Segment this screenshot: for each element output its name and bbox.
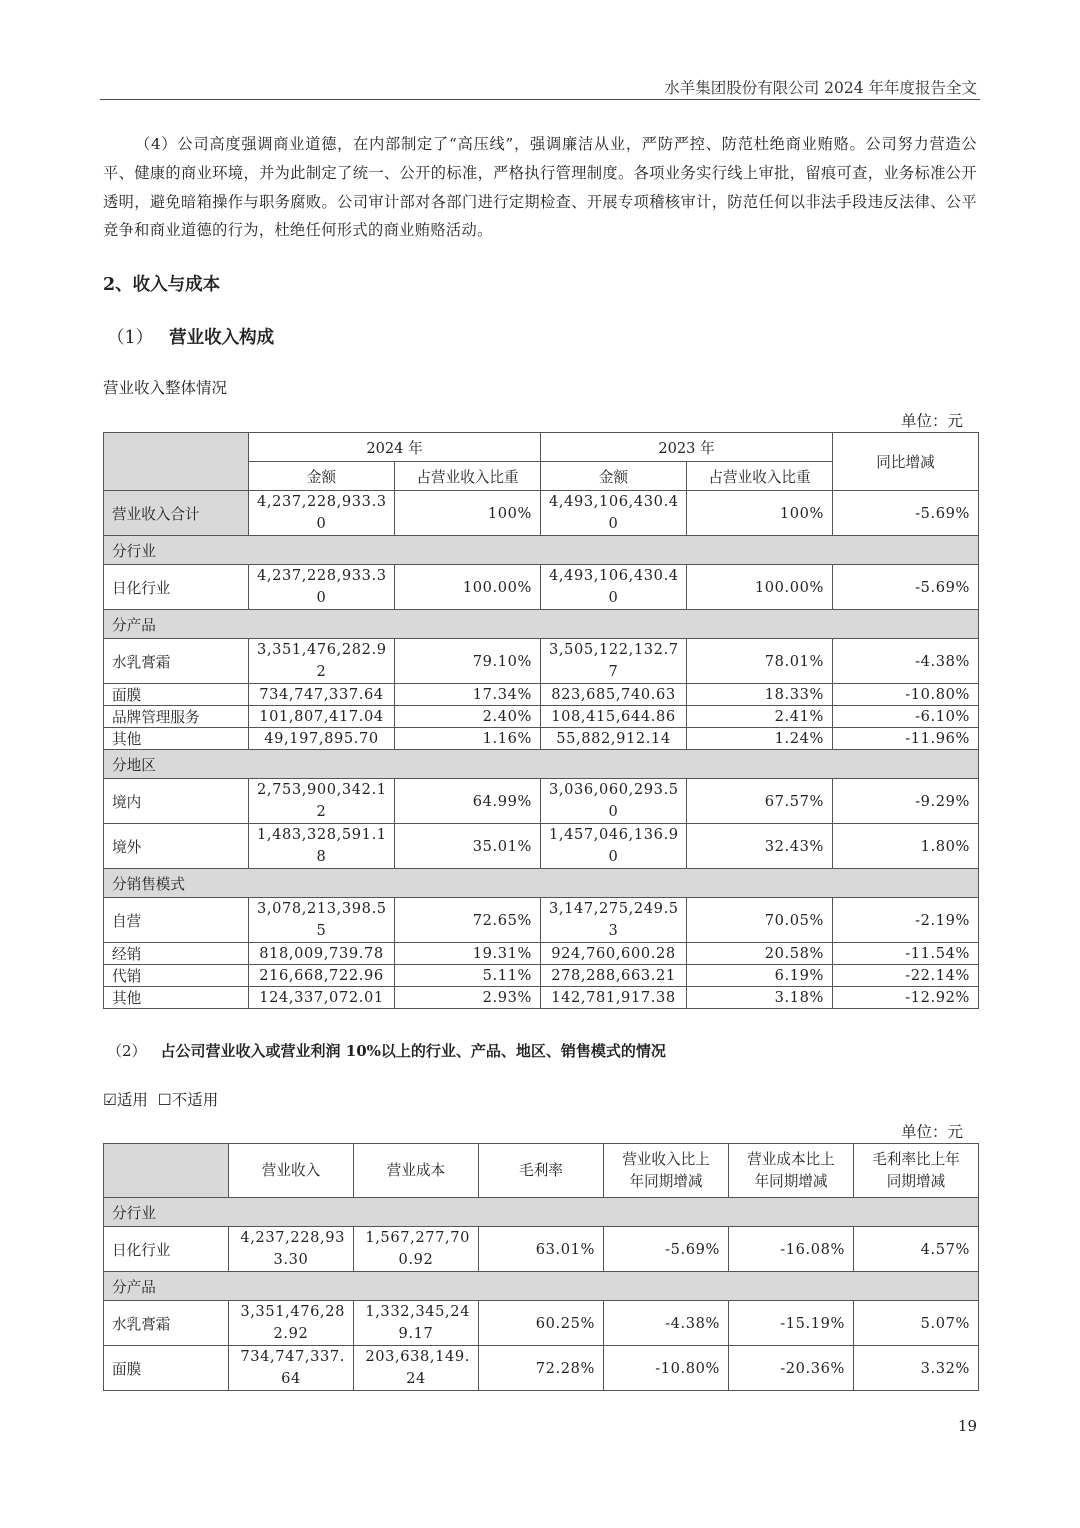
- table1-row-name: 其他: [104, 987, 249, 1009]
- table2-revenue-line1: 734,747,337.: [240, 1348, 345, 1365]
- table1-section-label: 分产品: [104, 610, 979, 639]
- table1-section-row: [104, 536, 979, 565]
- table1-ratio-2023: 70.05%: [687, 898, 833, 943]
- table2-revenue: [229, 1227, 354, 1272]
- table2-row: [104, 1301, 979, 1346]
- table1-section-label: 分销售模式: [104, 869, 979, 898]
- table2-revenue-yoy: -5.69%: [604, 1227, 729, 1272]
- table1-amount-2024: [249, 565, 395, 610]
- table1-row-name: 其他: [104, 728, 249, 750]
- table2-cost-line2: 9.17: [398, 1325, 434, 1342]
- table1-ratio-2023: 3.18%: [687, 987, 833, 1009]
- table1-amount-2024: [249, 491, 395, 536]
- table1-ratio-2023: 100.00%: [687, 565, 833, 610]
- table1-amount-2023-line1: 3,147,275,249.5: [549, 900, 679, 917]
- table1-amount-2024-line2: 0: [316, 515, 327, 532]
- table1-row: [104, 684, 979, 706]
- table2-revenue-line2: 64: [281, 1370, 301, 1387]
- table1-ratio-2023: 2.41%: [687, 706, 833, 728]
- table1-row: [104, 706, 979, 728]
- table2-section-row: [104, 1198, 979, 1227]
- subsection-label-2: 占公司营业收入或营业利润 10%以上的行业、产品、地区、销售模式的情况: [160, 1042, 666, 1060]
- table1-ratio-2024: 79.10%: [395, 639, 541, 684]
- table2-cost-line2: 0.92: [398, 1251, 434, 1268]
- table1-amount-2023-line2: 3: [608, 922, 619, 939]
- table1-amount-2024: 818,009,739.78: [249, 943, 395, 965]
- table1-ratio-2023: 67.57%: [687, 779, 833, 824]
- table1-ratio-2024: 2.40%: [395, 706, 541, 728]
- table2-row-name: 面膜: [104, 1346, 229, 1391]
- table2-cost: [354, 1227, 479, 1272]
- table1-row: [104, 987, 979, 1009]
- table1-yoy: 1.80%: [833, 824, 979, 869]
- table1-row-name: 水乳膏霜: [104, 639, 249, 684]
- table1-yoy-header: 同比增减: [833, 433, 979, 491]
- table1-amount-2024-line2: 0: [316, 589, 327, 606]
- table1-amount-2023: 823,685,740.63: [541, 684, 687, 706]
- table2-gross-margin-yoy: 4.57%: [854, 1227, 979, 1272]
- table1-ratio-2024: 100%: [395, 491, 541, 536]
- table1-amount-2023: [541, 565, 687, 610]
- table2-header-cost: 营业成本: [354, 1144, 479, 1198]
- table1-amount-2023: [541, 639, 687, 684]
- table1-amount-2023-line2: 0: [608, 803, 619, 820]
- table1-ratio-2023: 100%: [687, 491, 833, 536]
- table2-revenue-yoy: -4.38%: [604, 1301, 729, 1346]
- table1-amount-2023: [541, 491, 687, 536]
- table1-amount-2024-line1: 3,351,476,282.9: [257, 641, 387, 658]
- table2-cost-line2: 24: [406, 1370, 426, 1387]
- table1-ratio-2024: 35.01%: [395, 824, 541, 869]
- table2-header-revenue-yoy: 营业收入比上年同期增减: [604, 1144, 729, 1198]
- table2-gross-margin-yoy: 5.07%: [854, 1301, 979, 1346]
- table1-section-row: [104, 750, 979, 779]
- table2-cost-yoy: -20.36%: [729, 1346, 854, 1391]
- subsection-title-1: [103, 324, 274, 349]
- table1-amount-2024: 49,197,895.70: [249, 728, 395, 750]
- table1-row: [104, 491, 979, 536]
- table2-gross-margin: 72.28%: [479, 1346, 604, 1391]
- table2-revenue-line2: 2.92: [273, 1325, 309, 1342]
- table2-section-row: [104, 1272, 979, 1301]
- table1-section-row: [104, 610, 979, 639]
- table1-yoy: -11.96%: [833, 728, 979, 750]
- table1-year-2024: 2024 年: [249, 433, 541, 462]
- table1-amount-2023-line2: 7: [608, 663, 619, 680]
- table1-corner-cell: [104, 433, 249, 491]
- table2-revenue: [229, 1346, 354, 1391]
- table1-yoy: -5.69%: [833, 491, 979, 536]
- table1-ratio-2023-header: 占营业收入比重: [687, 462, 833, 491]
- table1-yoy: -6.10%: [833, 706, 979, 728]
- table1-ratio-2023: 6.19%: [687, 965, 833, 987]
- table1-year-2023: 2023 年: [541, 433, 833, 462]
- table2-section-label: 分行业: [104, 1198, 979, 1227]
- table1-amount-2024-header: 金额: [249, 462, 395, 491]
- table1-amount-2023-line1: 4,493,106,430.4: [549, 493, 679, 510]
- table1-amount-2024-line1: 4,237,228,933.3: [257, 567, 387, 584]
- table2-revenue: [229, 1301, 354, 1346]
- table1-amount-2023-line1: 3,036,060,293.5: [549, 781, 679, 798]
- table1-row-name: 面膜: [104, 684, 249, 706]
- table1-amount-2024-line2: 8: [316, 848, 327, 865]
- table2-cost: [354, 1301, 479, 1346]
- table1-ratio-2023: 78.01%: [687, 639, 833, 684]
- subsection-number-2: （2）: [107, 1042, 147, 1060]
- table1-ratio-2023: 1.24%: [687, 728, 833, 750]
- table2-section-label: 分产品: [104, 1272, 979, 1301]
- subsection-number-1: （1）: [107, 328, 154, 348]
- table1-ratio-2023: 18.33%: [687, 684, 833, 706]
- table1-amount-2024-line1: 4,237,228,933.3: [257, 493, 387, 510]
- not-applicable-label: 不适用: [171, 1091, 219, 1109]
- table2-gross-margin: 60.25%: [479, 1301, 604, 1346]
- major-segments-table: [103, 1143, 979, 1391]
- table1-amount-2024-line2: 2: [316, 663, 327, 680]
- table1-amount-2023: 278,288,663.21: [541, 965, 687, 987]
- table1-amount-2023: [541, 779, 687, 824]
- table2-gross-margin-yoy: 3.32%: [854, 1346, 979, 1391]
- table1-section-label: 分行业: [104, 536, 979, 565]
- table1-amount-2024: [249, 779, 395, 824]
- table2-revenue-yoy: -10.80%: [604, 1346, 729, 1391]
- table2-revenue-line1: 3,351,476,28: [240, 1303, 345, 1320]
- table1-amount-2023: 55,882,912.14: [541, 728, 687, 750]
- unit-label-1: 单位：元: [900, 412, 963, 430]
- table1-yoy: -22.14%: [833, 965, 979, 987]
- table1-amount-2023-header: 金额: [541, 462, 687, 491]
- table1-amount-2024: [249, 639, 395, 684]
- table1-row-name: 代销: [104, 965, 249, 987]
- table2-cost-line1: 203,638,149.: [365, 1348, 470, 1365]
- table1-row: [104, 565, 979, 610]
- table1-row: [104, 779, 979, 824]
- header-rule: [100, 99, 980, 100]
- table1-ratio-2024: 19.31%: [395, 943, 541, 965]
- table2-cost-yoy: -16.08%: [729, 1227, 854, 1272]
- revenue-composition-table: [103, 432, 979, 1009]
- table1-ratio-2024: 72.65%: [395, 898, 541, 943]
- table1-amount-2023-line1: 1,457,046,136.9: [549, 826, 679, 843]
- page-number: 19: [957, 1417, 977, 1435]
- table1-yoy: -12.92%: [833, 987, 979, 1009]
- table1-yoy: -11.54%: [833, 943, 979, 965]
- table1-row: [104, 943, 979, 965]
- table1-ratio-2023: 32.43%: [687, 824, 833, 869]
- table1-amount-2023: 142,781,917.38: [541, 987, 687, 1009]
- table2-row-name: 日化行业: [104, 1227, 229, 1272]
- table1-amount-2023-line2: 0: [608, 589, 619, 606]
- table1-row: [104, 728, 979, 750]
- table1-amount-2023-line2: 0: [608, 848, 619, 865]
- table2-row: [104, 1346, 979, 1391]
- table1-amount-2024: [249, 824, 395, 869]
- table1-yoy: -4.38%: [833, 639, 979, 684]
- table1-row-name: 日化行业: [104, 565, 249, 610]
- table2-header-gross-margin-yoy: 毛利率比上年同期增减: [854, 1144, 979, 1198]
- report-header: 水羊集团股份有限公司 2024 年年度报告全文: [664, 79, 977, 97]
- ethics-paragraph: （4）公司高度强调商业道德，在内部制定了“高压线”，强调廉洁从业，严防严控、防范杜绝商业贿赂。公司努力营造公平、健康的商业环境，并为此制定了统一、公开的标准，严格执行管理制度。各项业务实行线上审批，留痕可查，业务标准公开透明，避免暗箱操作与职务腐败。公司审计部对各部门进行定期检查、开展专项稽核审计，防范任何以非法手段违反法律、公平竞争和商业道德的行为，杜绝任何形式的商业贿赂活动。: [103, 135, 977, 240]
- unchecked-checkbox: ☐: [157, 1091, 172, 1109]
- table1-amount-2023: [541, 898, 687, 943]
- table1-section-row: [104, 869, 979, 898]
- table1-row-name: 境内: [104, 779, 249, 824]
- table2-revenue-line2: 3.30: [273, 1251, 309, 1268]
- table1-amount-2023-line1: 3,505,122,132.7: [549, 641, 679, 658]
- table1-amount-2024: 216,668,722.96: [249, 965, 395, 987]
- applicability-options: [103, 1088, 218, 1110]
- table2-cost-yoy: -15.19%: [729, 1301, 854, 1346]
- table1-amount-2023: 108,415,644.86: [541, 706, 687, 728]
- table1-amount-2024-line2: 5: [316, 922, 327, 939]
- table1-row-name: 境外: [104, 824, 249, 869]
- table1-amount-2024-line1: 1,483,328,591.1: [257, 826, 387, 843]
- table1-row-name: 经销: [104, 943, 249, 965]
- table1-yoy: -10.80%: [833, 684, 979, 706]
- table1-row-name: 品牌管理服务: [104, 706, 249, 728]
- table1-amount-2023-line1: 4,493,106,430.4: [549, 567, 679, 584]
- table2-cost-line1: 1,567,277,70: [365, 1229, 470, 1246]
- unit-label-2: 单位：元: [900, 1123, 963, 1141]
- table1-ratio-2024: 2.93%: [395, 987, 541, 1009]
- section-title: 2、收入与成本: [103, 275, 221, 295]
- table1-caption: 营业收入整体情况: [103, 379, 228, 397]
- table1-amount-2023: [541, 824, 687, 869]
- table1-row: [104, 965, 979, 987]
- table1-row-name: 自营: [104, 898, 249, 943]
- subsection-title-2: [103, 1040, 666, 1061]
- table2-gross-margin: 63.01%: [479, 1227, 604, 1272]
- table1-amount-2024: 124,337,072.01: [249, 987, 395, 1009]
- table1-amount-2024-line1: 3,078,213,398.5: [257, 900, 387, 917]
- table1-amount-2024-line1: 2,753,900,342.1: [257, 781, 387, 798]
- table1-amount-2024: 734,747,337.64: [249, 684, 395, 706]
- table2-row: [104, 1227, 979, 1272]
- table1-ratio-2024: 64.99%: [395, 779, 541, 824]
- table1-row: [104, 898, 979, 943]
- table1-row: [104, 824, 979, 869]
- table1-row-name: 营业收入合计: [104, 491, 249, 536]
- table1-ratio-2024: 1.16%: [395, 728, 541, 750]
- table1-amount-2024: [249, 898, 395, 943]
- table2-header-revenue: 营业收入: [229, 1144, 354, 1198]
- table1-row: [104, 639, 979, 684]
- table1-amount-2024: 101,807,417.04: [249, 706, 395, 728]
- table1-ratio-2024: 5.11%: [395, 965, 541, 987]
- table1-ratio-2024: 17.34%: [395, 684, 541, 706]
- applicable-label: 适用: [116, 1091, 148, 1109]
- table1-yoy: -2.19%: [833, 898, 979, 943]
- table1-section-label: 分地区: [104, 750, 979, 779]
- table2-header-cost-yoy: 营业成本比上年同期增减: [729, 1144, 854, 1198]
- table2-revenue-line1: 4,237,228,93: [240, 1229, 345, 1246]
- table1-amount-2023-line2: 0: [608, 515, 619, 532]
- table2-cost: [354, 1346, 479, 1391]
- table2-header-gross-margin: 毛利率: [479, 1144, 604, 1198]
- table1-ratio-2024: 100.00%: [395, 565, 541, 610]
- table2-corner-cell: [104, 1144, 229, 1198]
- table1-amount-2024-line2: 2: [316, 803, 327, 820]
- table2-row-name: 水乳膏霜: [104, 1301, 229, 1346]
- table1-ratio-2024-header: 占营业收入比重: [395, 462, 541, 491]
- table1-ratio-2023: 20.58%: [687, 943, 833, 965]
- table2-cost-line1: 1,332,345,24: [365, 1303, 470, 1320]
- table1-yoy: -9.29%: [833, 779, 979, 824]
- checked-checkbox: ☑: [103, 1091, 117, 1109]
- table1-amount-2023: 924,760,600.28: [541, 943, 687, 965]
- table1-yoy: -5.69%: [833, 565, 979, 610]
- subsection-label-1: 营业收入构成: [169, 328, 275, 348]
